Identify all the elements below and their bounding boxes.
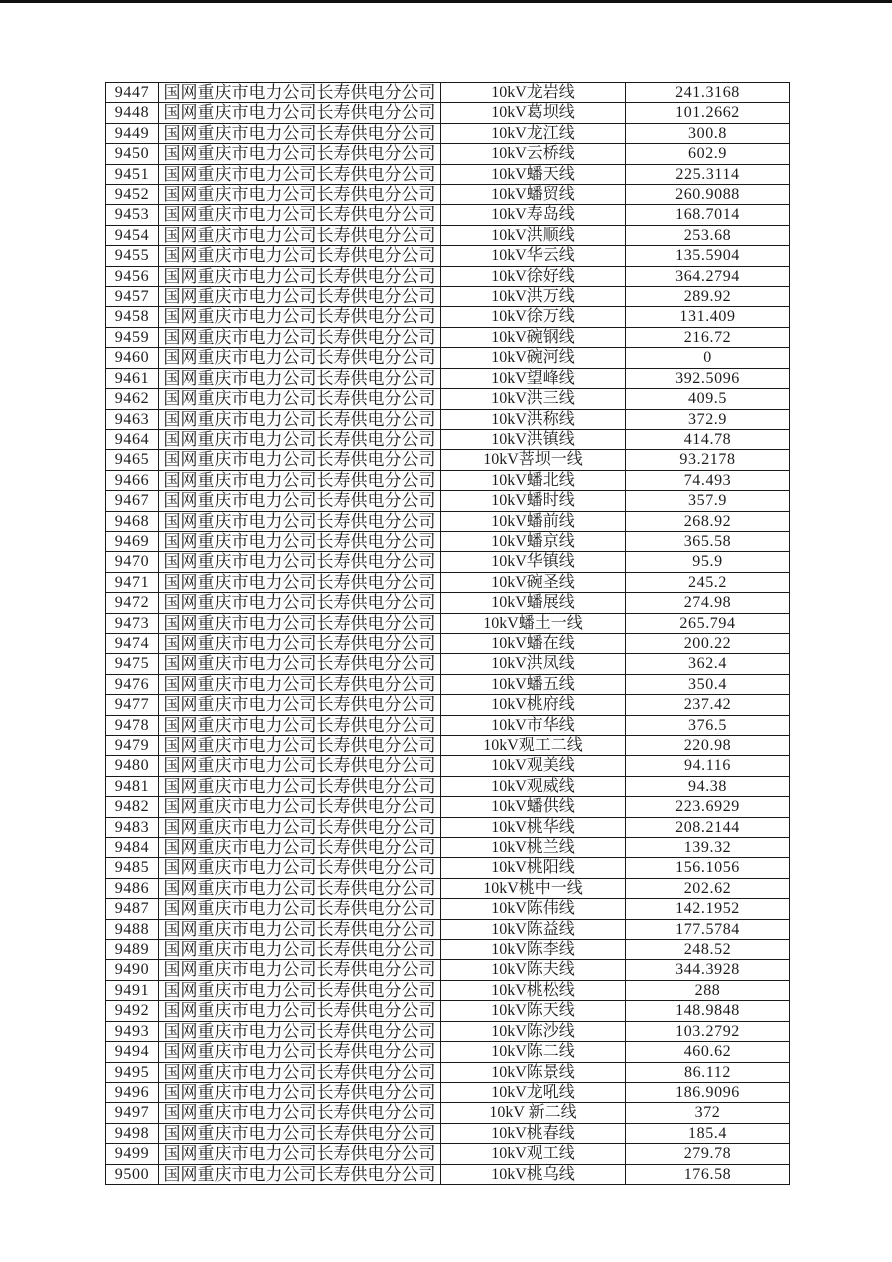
value-cell: 372 — [626, 1103, 790, 1123]
top-edge-bar — [0, 0, 892, 3]
row-number-cell: 9447 — [106, 83, 159, 103]
table-row — [106, 511, 790, 531]
table-row — [106, 429, 790, 449]
row-number-cell: 9449 — [106, 123, 159, 143]
table-row — [106, 756, 790, 776]
line-name-cell: 10kV蟠北线 — [441, 470, 626, 490]
company-cell: 国网重庆市电力公司长寿供电分公司 — [159, 1103, 441, 1123]
company-cell: 国网重庆市电力公司长寿供电分公司 — [159, 1082, 441, 1102]
company-cell: 国网重庆市电力公司长寿供电分公司 — [159, 940, 441, 960]
company-cell: 国网重庆市电力公司长寿供电分公司 — [159, 511, 441, 531]
value-cell: 274.98 — [626, 593, 790, 613]
company-cell: 国网重庆市电力公司长寿供电分公司 — [159, 348, 441, 368]
table-row — [106, 797, 790, 817]
table-row — [106, 1144, 790, 1164]
company-cell: 国网重庆市电力公司长寿供电分公司 — [159, 633, 441, 653]
row-number-cell: 9486 — [106, 878, 159, 898]
row-number-cell: 9469 — [106, 531, 159, 551]
line-name-cell: 10kV陈夫线 — [441, 960, 626, 980]
line-name-cell: 10kV 新二线 — [441, 1103, 626, 1123]
company-cell: 国网重庆市电力公司长寿供电分公司 — [159, 736, 441, 756]
line-name-cell: 10kV华云线 — [441, 246, 626, 266]
value-cell: 74.493 — [626, 470, 790, 490]
value-cell: 268.92 — [626, 511, 790, 531]
value-cell: 95.9 — [626, 552, 790, 572]
table-row — [106, 1103, 790, 1123]
company-cell: 国网重庆市电力公司长寿供电分公司 — [159, 980, 441, 1000]
line-name-cell: 10kV陈二线 — [441, 1042, 626, 1062]
table-row — [106, 593, 790, 613]
value-cell: 364.2794 — [626, 266, 790, 286]
table-row — [106, 246, 790, 266]
row-number-cell: 9474 — [106, 633, 159, 653]
row-number-cell: 9487 — [106, 899, 159, 919]
row-number-cell: 9496 — [106, 1082, 159, 1102]
value-cell: 362.4 — [626, 654, 790, 674]
row-number-cell: 9467 — [106, 491, 159, 511]
line-name-cell: 10kV陈景线 — [441, 1062, 626, 1082]
table-row — [106, 736, 790, 756]
line-name-cell: 10kV观工线 — [441, 1144, 626, 1164]
row-number-cell: 9466 — [106, 470, 159, 490]
line-name-cell: 10kV桃春线 — [441, 1123, 626, 1143]
line-name-cell: 10kV徐万线 — [441, 307, 626, 327]
table-row — [106, 327, 790, 347]
table-row — [106, 1123, 790, 1143]
line-name-cell: 10kV蟠展线 — [441, 593, 626, 613]
value-cell: 344.3928 — [626, 960, 790, 980]
row-number-cell: 9479 — [106, 736, 159, 756]
table-row — [106, 205, 790, 225]
value-cell: 288 — [626, 980, 790, 1000]
value-cell: 460.62 — [626, 1042, 790, 1062]
value-cell: 156.1056 — [626, 858, 790, 878]
company-cell: 国网重庆市电力公司长寿供电分公司 — [159, 409, 441, 429]
company-cell: 国网重庆市电力公司长寿供电分公司 — [159, 307, 441, 327]
row-number-cell: 9488 — [106, 919, 159, 939]
row-number-cell: 9464 — [106, 429, 159, 449]
table-row — [106, 919, 790, 939]
row-number-cell: 9485 — [106, 858, 159, 878]
company-cell: 国网重庆市电力公司长寿供电分公司 — [159, 225, 441, 245]
company-cell: 国网重庆市电力公司长寿供电分公司 — [159, 1123, 441, 1143]
value-cell: 86.112 — [626, 1062, 790, 1082]
company-cell: 国网重庆市电力公司长寿供电分公司 — [159, 144, 441, 164]
value-cell: 265.794 — [626, 613, 790, 633]
value-cell: 241.3168 — [626, 83, 790, 103]
company-cell: 国网重庆市电力公司长寿供电分公司 — [159, 103, 441, 123]
company-cell: 国网重庆市电力公司长寿供电分公司 — [159, 817, 441, 837]
table-row — [106, 225, 790, 245]
row-number-cell: 9494 — [106, 1042, 159, 1062]
line-name-cell: 10kV观工二线 — [441, 736, 626, 756]
row-number-cell: 9482 — [106, 797, 159, 817]
table-row — [106, 409, 790, 429]
line-name-cell: 10kV观美线 — [441, 756, 626, 776]
table-row — [106, 144, 790, 164]
line-name-cell: 10kV洪称线 — [441, 409, 626, 429]
row-number-cell: 9460 — [106, 348, 159, 368]
company-cell: 国网重庆市电力公司长寿供电分公司 — [159, 1062, 441, 1082]
table-row — [106, 164, 790, 184]
line-name-cell: 10kV桃中一线 — [441, 878, 626, 898]
line-name-cell: 10kV市华线 — [441, 715, 626, 735]
value-cell: 168.7014 — [626, 205, 790, 225]
table-row — [106, 287, 790, 307]
company-cell: 国网重庆市电力公司长寿供电分公司 — [159, 1042, 441, 1062]
line-name-cell: 10kV云桥线 — [441, 144, 626, 164]
line-name-cell: 10kV桃松线 — [441, 980, 626, 1000]
line-name-cell: 10kV观威线 — [441, 776, 626, 796]
line-name-cell: 10kV蟠京线 — [441, 531, 626, 551]
line-name-cell: 10kV蟠天线 — [441, 164, 626, 184]
line-name-cell: 10kV华镇线 — [441, 552, 626, 572]
table-row — [106, 1001, 790, 1021]
row-number-cell: 9450 — [106, 144, 159, 164]
row-number-cell: 9493 — [106, 1021, 159, 1041]
company-cell: 国网重庆市电力公司长寿供电分公司 — [159, 593, 441, 613]
value-cell: 372.9 — [626, 409, 790, 429]
company-cell: 国网重庆市电力公司长寿供电分公司 — [159, 654, 441, 674]
company-cell: 国网重庆市电力公司长寿供电分公司 — [159, 327, 441, 347]
row-number-cell: 9455 — [106, 246, 159, 266]
row-number-cell: 9462 — [106, 389, 159, 409]
company-cell: 国网重庆市电力公司长寿供电分公司 — [159, 205, 441, 225]
company-cell: 国网重庆市电力公司长寿供电分公司 — [159, 123, 441, 143]
table-row — [106, 654, 790, 674]
table-row — [106, 878, 790, 898]
value-cell: 225.3114 — [626, 164, 790, 184]
value-cell: 135.5904 — [626, 246, 790, 266]
company-cell: 国网重庆市电力公司长寿供电分公司 — [159, 776, 441, 796]
company-cell: 国网重庆市电力公司长寿供电分公司 — [159, 83, 441, 103]
company-cell: 国网重庆市电力公司长寿供电分公司 — [159, 266, 441, 286]
company-cell: 国网重庆市电力公司长寿供电分公司 — [159, 756, 441, 776]
line-name-cell: 10kV碗河线 — [441, 348, 626, 368]
table-row — [106, 348, 790, 368]
company-cell: 国网重庆市电力公司长寿供电分公司 — [159, 838, 441, 858]
line-name-cell: 10kV碗圣线 — [441, 572, 626, 592]
value-cell: 223.6929 — [626, 797, 790, 817]
value-cell: 409.5 — [626, 389, 790, 409]
table-row — [106, 613, 790, 633]
row-number-cell: 9476 — [106, 674, 159, 694]
line-name-cell: 10kV桃府线 — [441, 695, 626, 715]
table-row — [106, 123, 790, 143]
value-cell: 350.4 — [626, 674, 790, 694]
value-cell: 300.8 — [626, 123, 790, 143]
line-name-cell: 10kV蟠土一线 — [441, 613, 626, 633]
table-row — [106, 715, 790, 735]
line-name-cell: 10kV桃兰线 — [441, 838, 626, 858]
row-number-cell: 9470 — [106, 552, 159, 572]
line-name-cell: 10kV陈天线 — [441, 1001, 626, 1021]
row-number-cell: 9473 — [106, 613, 159, 633]
company-cell: 国网重庆市电力公司长寿供电分公司 — [159, 1001, 441, 1021]
value-cell: 177.5784 — [626, 919, 790, 939]
value-cell: 131.409 — [626, 307, 790, 327]
row-number-cell: 9499 — [106, 1144, 159, 1164]
row-number-cell: 9458 — [106, 307, 159, 327]
line-name-cell: 10kV陈李线 — [441, 940, 626, 960]
value-cell: 186.9096 — [626, 1082, 790, 1102]
table-body — [106, 83, 790, 1185]
value-cell: 376.5 — [626, 715, 790, 735]
row-number-cell: 9475 — [106, 654, 159, 674]
line-name-cell: 10kV蟠时线 — [441, 491, 626, 511]
value-cell: 142.1952 — [626, 899, 790, 919]
line-name-cell: 10kV蟠供线 — [441, 797, 626, 817]
row-number-cell: 9483 — [106, 817, 159, 837]
value-cell: 139.32 — [626, 838, 790, 858]
value-cell: 414.78 — [626, 429, 790, 449]
company-cell: 国网重庆市电力公司长寿供电分公司 — [159, 572, 441, 592]
line-name-cell: 10kV蟠前线 — [441, 511, 626, 531]
table-row — [106, 776, 790, 796]
row-number-cell: 9461 — [106, 368, 159, 388]
table-row — [106, 1164, 790, 1184]
value-cell: 248.52 — [626, 940, 790, 960]
company-cell: 国网重庆市电力公司长寿供电分公司 — [159, 450, 441, 470]
value-cell: 176.58 — [626, 1164, 790, 1184]
table-row — [106, 1082, 790, 1102]
value-cell: 93.2178 — [626, 450, 790, 470]
company-cell: 国网重庆市电力公司长寿供电分公司 — [159, 960, 441, 980]
value-cell: 289.92 — [626, 287, 790, 307]
line-name-cell: 10kV徐好线 — [441, 266, 626, 286]
table-row — [106, 674, 790, 694]
power-line-table — [105, 82, 790, 1185]
value-cell: 103.2792 — [626, 1021, 790, 1041]
value-cell: 185.4 — [626, 1123, 790, 1143]
row-number-cell: 9472 — [106, 593, 159, 613]
value-cell: 220.98 — [626, 736, 790, 756]
table-row — [106, 552, 790, 572]
row-number-cell: 9468 — [106, 511, 159, 531]
table-row — [106, 470, 790, 490]
line-name-cell: 10kV陈沙线 — [441, 1021, 626, 1041]
table-row — [106, 817, 790, 837]
line-name-cell: 10kV葛坝线 — [441, 103, 626, 123]
company-cell: 国网重庆市电力公司长寿供电分公司 — [159, 899, 441, 919]
row-number-cell: 9491 — [106, 980, 159, 1000]
row-number-cell: 9454 — [106, 225, 159, 245]
value-cell: 602.9 — [626, 144, 790, 164]
line-name-cell: 10kV洪凤线 — [441, 654, 626, 674]
line-name-cell: 10kV桃阳线 — [441, 858, 626, 878]
value-cell: 200.22 — [626, 633, 790, 653]
company-cell: 国网重庆市电力公司长寿供电分公司 — [159, 858, 441, 878]
company-cell: 国网重庆市电力公司长寿供电分公司 — [159, 1021, 441, 1041]
line-name-cell: 10kV菩坝一线 — [441, 450, 626, 470]
line-name-cell: 10kV洪万线 — [441, 287, 626, 307]
row-number-cell: 9453 — [106, 205, 159, 225]
line-name-cell: 10kV桃华线 — [441, 817, 626, 837]
company-cell: 国网重庆市电力公司长寿供电分公司 — [159, 246, 441, 266]
table-row — [106, 1021, 790, 1041]
line-name-cell: 10kV洪镇线 — [441, 429, 626, 449]
company-cell: 国网重庆市电力公司长寿供电分公司 — [159, 470, 441, 490]
value-cell: 94.116 — [626, 756, 790, 776]
line-name-cell: 10kV蟠在线 — [441, 633, 626, 653]
value-cell: 392.5096 — [626, 368, 790, 388]
table-row — [106, 83, 790, 103]
company-cell: 国网重庆市电力公司长寿供电分公司 — [159, 491, 441, 511]
table-row — [106, 450, 790, 470]
table-row — [106, 695, 790, 715]
row-number-cell: 9452 — [106, 185, 159, 205]
company-cell: 国网重庆市电力公司长寿供电分公司 — [159, 368, 441, 388]
value-cell: 365.58 — [626, 531, 790, 551]
row-number-cell: 9463 — [106, 409, 159, 429]
table-row — [106, 960, 790, 980]
value-cell: 208.2144 — [626, 817, 790, 837]
table-row — [106, 185, 790, 205]
line-name-cell: 10kV陈益线 — [441, 919, 626, 939]
row-number-cell: 9490 — [106, 960, 159, 980]
table-row — [106, 389, 790, 409]
value-cell: 94.38 — [626, 776, 790, 796]
table-row — [106, 103, 790, 123]
company-cell: 国网重庆市电力公司长寿供电分公司 — [159, 531, 441, 551]
company-cell: 国网重庆市电力公司长寿供电分公司 — [159, 1144, 441, 1164]
row-number-cell: 9498 — [106, 1123, 159, 1143]
line-name-cell: 10kV望峰线 — [441, 368, 626, 388]
value-cell: 216.72 — [626, 327, 790, 347]
company-cell: 国网重庆市电力公司长寿供电分公司 — [159, 613, 441, 633]
table-row — [106, 1062, 790, 1082]
table-row — [106, 899, 790, 919]
table-row — [106, 368, 790, 388]
line-name-cell: 10kV寿岛线 — [441, 205, 626, 225]
line-name-cell: 10kV龙吼线 — [441, 1082, 626, 1102]
line-name-cell: 10kV蟠贸线 — [441, 185, 626, 205]
value-cell: 279.78 — [626, 1144, 790, 1164]
row-number-cell: 9477 — [106, 695, 159, 715]
line-name-cell: 10kV桃乌线 — [441, 1164, 626, 1184]
row-number-cell: 9451 — [106, 164, 159, 184]
row-number-cell: 9459 — [106, 327, 159, 347]
company-cell: 国网重庆市电力公司长寿供电分公司 — [159, 185, 441, 205]
table-row — [106, 307, 790, 327]
line-name-cell: 10kV蟠五线 — [441, 674, 626, 694]
row-number-cell: 9492 — [106, 1001, 159, 1021]
value-cell: 357.9 — [626, 491, 790, 511]
company-cell: 国网重庆市电力公司长寿供电分公司 — [159, 552, 441, 572]
company-cell: 国网重庆市电力公司长寿供电分公司 — [159, 695, 441, 715]
table-row — [106, 838, 790, 858]
row-number-cell: 9489 — [106, 940, 159, 960]
value-cell: 260.9088 — [626, 185, 790, 205]
table-row — [106, 940, 790, 960]
line-name-cell: 10kV龙江线 — [441, 123, 626, 143]
company-cell: 国网重庆市电力公司长寿供电分公司 — [159, 674, 441, 694]
line-name-cell: 10kV洪顺线 — [441, 225, 626, 245]
row-number-cell: 9478 — [106, 715, 159, 735]
company-cell: 国网重庆市电力公司长寿供电分公司 — [159, 919, 441, 939]
row-number-cell: 9484 — [106, 838, 159, 858]
row-number-cell: 9497 — [106, 1103, 159, 1123]
company-cell: 国网重庆市电力公司长寿供电分公司 — [159, 287, 441, 307]
line-name-cell: 10kV龙岩线 — [441, 83, 626, 103]
row-number-cell: 9448 — [106, 103, 159, 123]
table-row — [106, 1042, 790, 1062]
value-cell: 237.42 — [626, 695, 790, 715]
table-row — [106, 491, 790, 511]
table-row — [106, 633, 790, 653]
row-number-cell: 9481 — [106, 776, 159, 796]
row-number-cell: 9456 — [106, 266, 159, 286]
company-cell: 国网重庆市电力公司长寿供电分公司 — [159, 715, 441, 735]
value-cell: 253.68 — [626, 225, 790, 245]
company-cell: 国网重庆市电力公司长寿供电分公司 — [159, 878, 441, 898]
value-cell: 148.9848 — [626, 1001, 790, 1021]
value-cell: 0 — [626, 348, 790, 368]
table-row — [106, 980, 790, 1000]
table-row — [106, 572, 790, 592]
row-number-cell: 9500 — [106, 1164, 159, 1184]
table-row — [106, 266, 790, 286]
company-cell: 国网重庆市电力公司长寿供电分公司 — [159, 389, 441, 409]
value-cell: 245.2 — [626, 572, 790, 592]
line-name-cell: 10kV碗钢线 — [441, 327, 626, 347]
company-cell: 国网重庆市电力公司长寿供电分公司 — [159, 429, 441, 449]
row-number-cell: 9495 — [106, 1062, 159, 1082]
table-row — [106, 531, 790, 551]
company-cell: 国网重庆市电力公司长寿供电分公司 — [159, 797, 441, 817]
line-name-cell: 10kV陈伟线 — [441, 899, 626, 919]
row-number-cell: 9465 — [106, 450, 159, 470]
row-number-cell: 9457 — [106, 287, 159, 307]
value-cell: 202.62 — [626, 878, 790, 898]
row-number-cell: 9471 — [106, 572, 159, 592]
row-number-cell: 9480 — [106, 756, 159, 776]
value-cell: 101.2662 — [626, 103, 790, 123]
company-cell: 国网重庆市电力公司长寿供电分公司 — [159, 1164, 441, 1184]
company-cell: 国网重庆市电力公司长寿供电分公司 — [159, 164, 441, 184]
table-row — [106, 858, 790, 878]
line-name-cell: 10kV洪三线 — [441, 389, 626, 409]
